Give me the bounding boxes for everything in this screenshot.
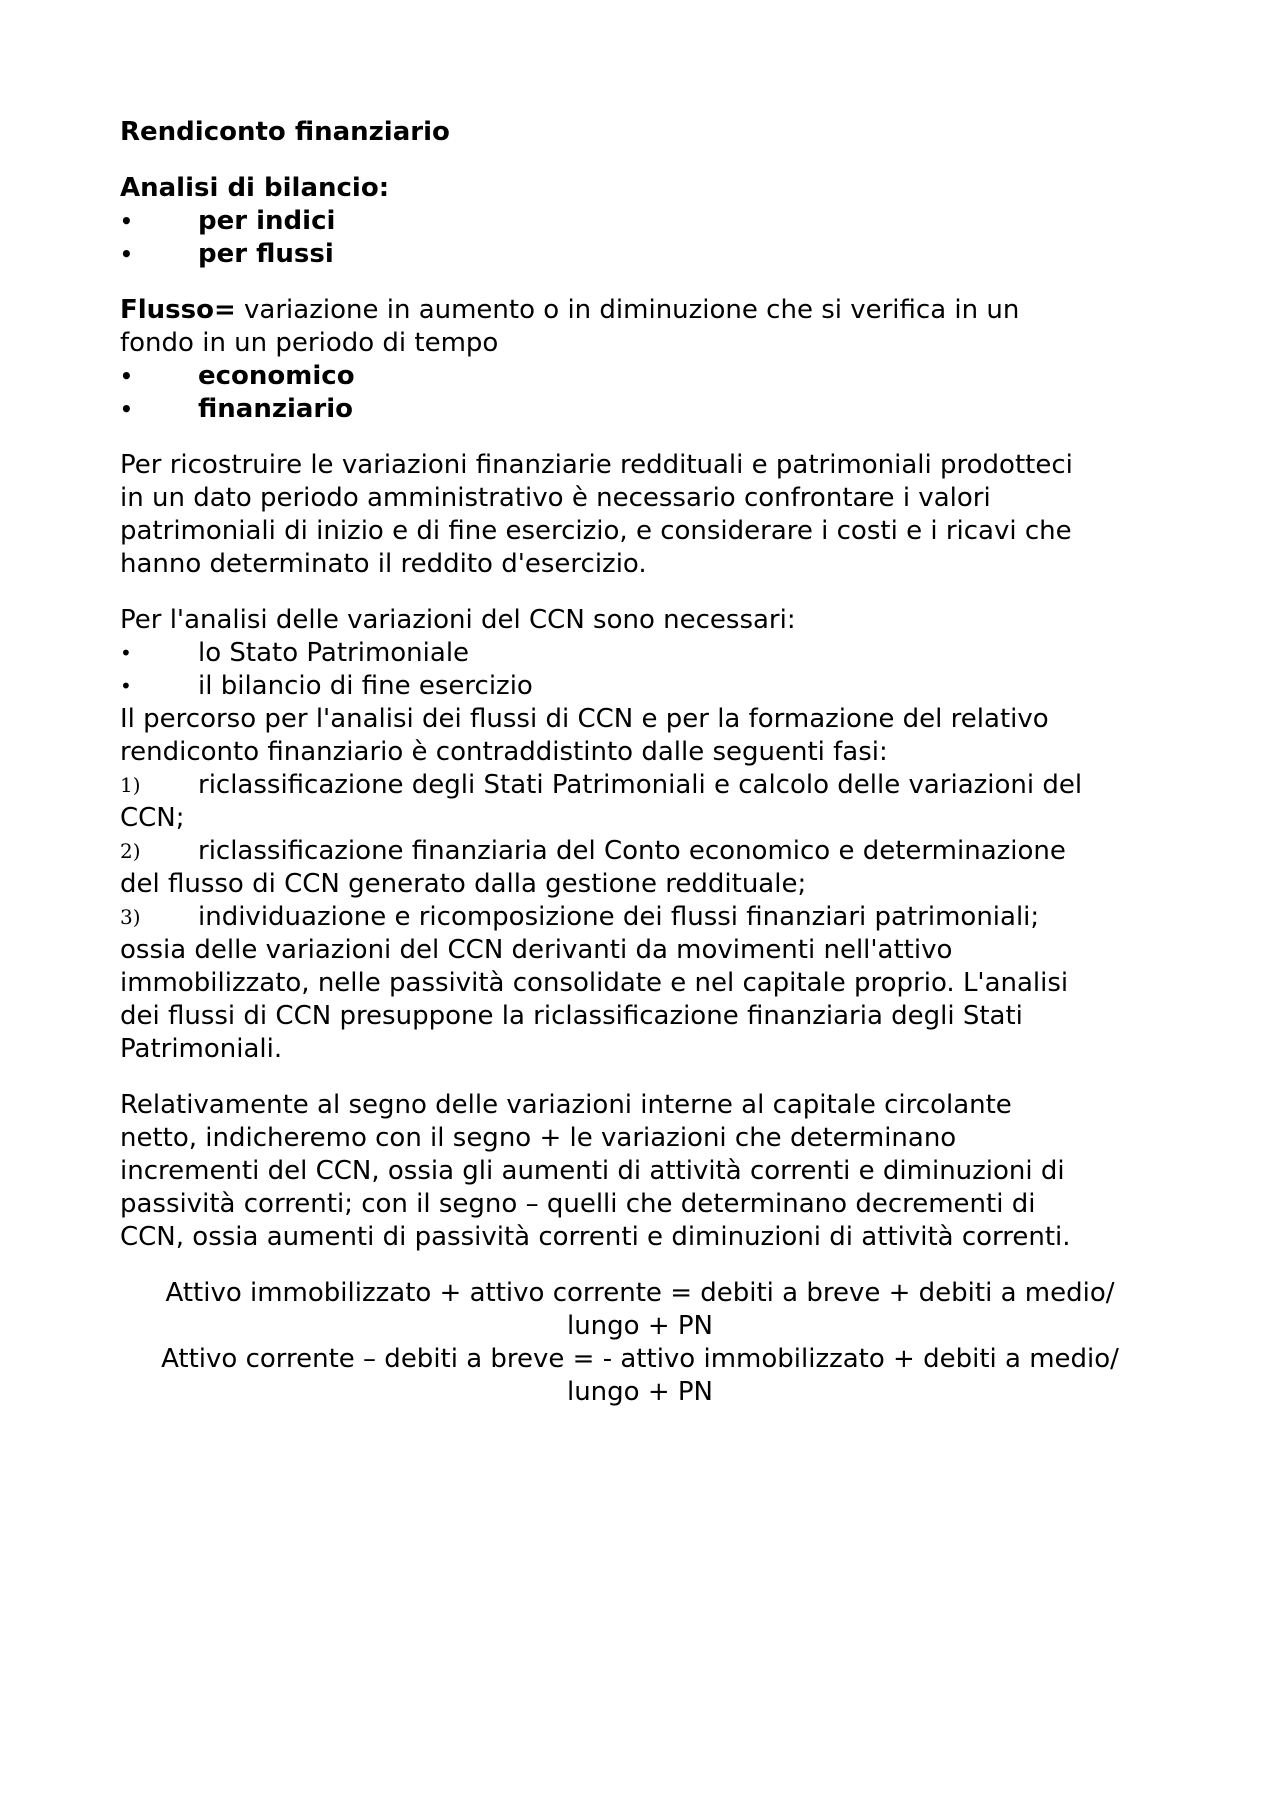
paragraph-analisi-ccn <box>120 604 1160 1066</box>
list-item-text: riclassificazione degli Stati Patrimoniali e calcolo delle variazioni del <box>198 770 1083 800</box>
list-item-continued <box>120 802 1160 835</box>
analisi-section <box>120 172 1160 271</box>
list-item-text: per indici <box>198 206 336 236</box>
text-line: passività correnti; con il segno – quelli che determinano decrementi di <box>120 1189 1036 1219</box>
list-item <box>120 360 1160 393</box>
flusso-section <box>120 294 1160 426</box>
list-item-text: lo Stato Patrimoniale <box>198 638 470 668</box>
equations-block <box>120 1277 1160 1409</box>
text-line: dei flussi di CCN presuppone la riclassificazione finanziaria degli Stati <box>120 1001 1023 1031</box>
text-line: netto, indicheremo con il segno + le variazioni che determinano <box>120 1123 957 1153</box>
step-number: 1) <box>120 773 141 797</box>
list-item <box>120 393 1160 426</box>
list-item <box>120 835 1160 868</box>
text-line: hanno determinato il reddito d'esercizio. <box>120 549 647 579</box>
list-item-text: riclassificazione finanziaria del Conto economico e determinazione <box>198 836 1066 866</box>
list-item <box>120 769 1160 802</box>
list-item-text: il bilancio di fine esercizio <box>198 671 533 701</box>
list-item-continued <box>120 1033 1160 1066</box>
step-number: 3) <box>120 905 141 929</box>
list-item-text: per flussi <box>198 239 334 269</box>
text-line: Patrimoniali. <box>120 1034 283 1064</box>
paragraph-ricostruzione <box>120 449 1160 581</box>
text-line: Per l'analisi delle variazioni del CCN sono necessari: <box>120 605 796 635</box>
document-title: Rendiconto finanziario <box>120 117 450 147</box>
documenti-list <box>120 637 1160 703</box>
fasi-list <box>120 769 1160 1066</box>
text-line: incrementi del CCN, ossia gli aumenti di attività correnti e diminuzioni di <box>120 1156 1065 1186</box>
list-item-continued <box>120 868 1160 901</box>
equation-line: lungo + PN <box>566 1377 714 1407</box>
step-number: 2) <box>120 839 141 863</box>
bullet-icon: • <box>120 209 133 233</box>
text-line: ossia delle variazioni del CCN derivanti da movimenti nell'attivo <box>120 935 953 965</box>
flusso-definition-text: variazione in aumento o in diminuzione che si verifica in un <box>235 295 1020 325</box>
text-line: patrimoniali di inizio e di fine esercizio, e considerare i costi e i ricavi che <box>120 516 1072 546</box>
list-item <box>120 637 1160 670</box>
list-item-continued <box>120 1000 1160 1033</box>
bullet-icon: • <box>120 364 133 388</box>
list-item <box>120 901 1160 934</box>
analisi-heading: Analisi di bilancio: <box>120 173 390 203</box>
flusso-definition-continued: fondo in un periodo di tempo <box>120 328 499 358</box>
bullet-icon: • <box>120 674 132 698</box>
flusso-term: Flusso= <box>120 295 236 325</box>
bullet-icon: • <box>120 641 132 665</box>
text-line: CCN; <box>120 803 185 833</box>
list-item <box>120 205 1160 238</box>
paragraph-segno-variazioni <box>120 1089 1160 1254</box>
text-line: in un dato periodo amministrativo è necessario confrontare i valori <box>120 483 991 513</box>
document-page <box>120 116 1160 1409</box>
text-line: Il percorso per l'analisi dei flussi di CCN e per la formazione del relativo <box>120 704 1049 734</box>
list-item <box>120 238 1160 271</box>
equation-line: lungo + PN <box>566 1311 714 1341</box>
list-item-continued <box>120 967 1160 1000</box>
flusso-definition <box>120 294 1160 327</box>
text-line: rendiconto finanziario è contraddistinto dalle seguenti fasi: <box>120 737 888 767</box>
text-line: del flusso di CCN generato dalla gestione reddituale; <box>120 869 807 899</box>
text-line: Relativamente al segno delle variazioni interne al capitale circolante <box>120 1090 1012 1120</box>
analisi-list <box>120 205 1160 271</box>
equation-line: Attivo immobilizzato + attivo corrente = debiti a breve + debiti a medio/ <box>165 1278 1115 1308</box>
equation-line: Attivo corrente – debiti a breve = - attivo immobilizzato + debiti a medio/ <box>161 1344 1119 1374</box>
bullet-icon: • <box>120 397 133 421</box>
list-item-continued <box>120 934 1160 967</box>
text-line: Per ricostruire le variazioni finanziarie reddituali e patrimoniali prodotteci <box>120 450 1073 480</box>
flusso-list <box>120 360 1160 426</box>
list-item <box>120 670 1160 703</box>
text-line: immobilizzato, nelle passività consolidate e nel capitale proprio. L'analisi <box>120 968 1069 998</box>
bullet-icon: • <box>120 242 133 266</box>
list-item-text: economico <box>198 361 355 391</box>
list-item-text: finanziario <box>198 394 354 424</box>
list-item-text: individuazione e ricomposizione dei flussi finanziari patrimoniali; <box>198 902 1040 932</box>
text-line: CCN, ossia aumenti di passività correnti e diminuzioni di attività correnti. <box>120 1222 1071 1252</box>
